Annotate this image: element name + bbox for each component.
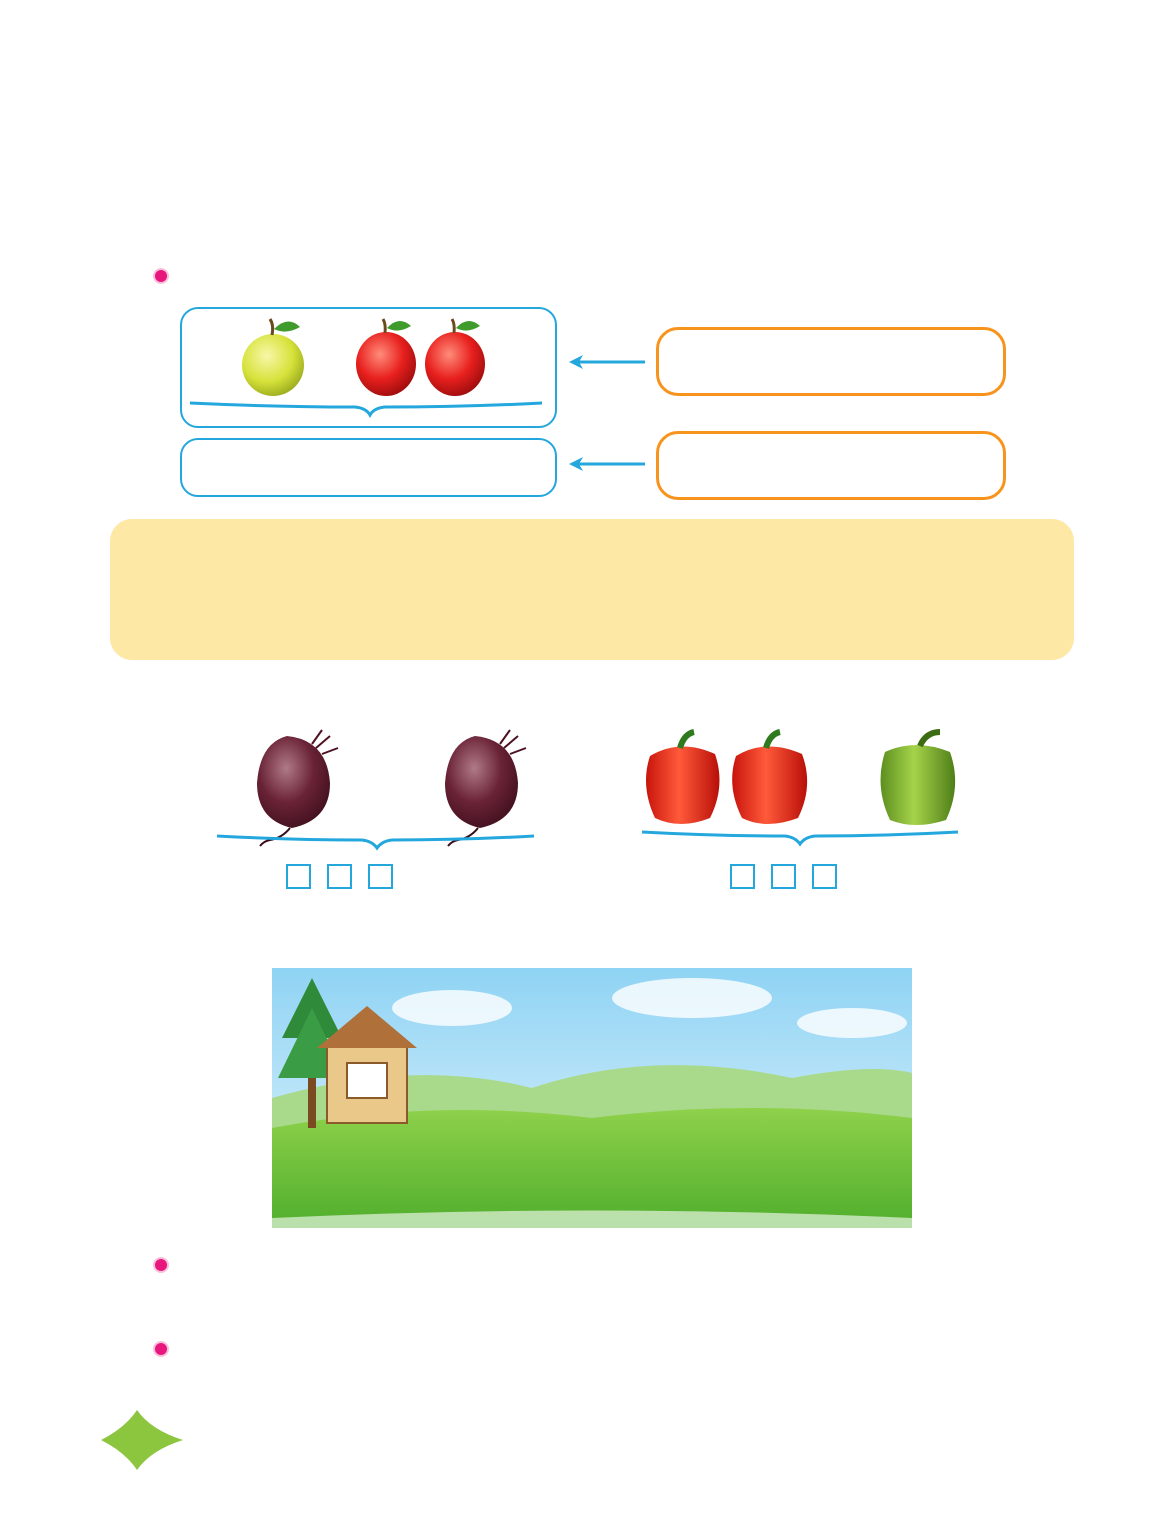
peppers-illustration bbox=[640, 726, 960, 851]
red-pepper-icon bbox=[732, 732, 807, 824]
decorative-stars-top bbox=[0, 78, 1162, 138]
beet-icon bbox=[257, 730, 338, 846]
bullet-icon bbox=[153, 268, 169, 284]
yellow-apple-icon bbox=[242, 319, 304, 396]
arrow-left-icon bbox=[567, 454, 647, 474]
red-apple-icon bbox=[356, 319, 416, 396]
bullet-icon bbox=[153, 1341, 169, 1357]
answer-box[interactable] bbox=[368, 864, 393, 889]
beets-illustration bbox=[212, 728, 542, 853]
beet-icon bbox=[445, 730, 526, 846]
answer-box[interactable] bbox=[730, 864, 755, 889]
answer-box[interactable] bbox=[327, 864, 352, 889]
red-pepper-icon bbox=[646, 732, 719, 824]
green-pepper-icon bbox=[881, 732, 956, 825]
peppers-equation bbox=[730, 864, 837, 889]
apples-illustration bbox=[180, 307, 555, 427]
arrow-left-icon bbox=[567, 352, 647, 372]
answer-box[interactable] bbox=[812, 864, 837, 889]
rule-line-1 bbox=[155, 527, 197, 565]
equation-frame bbox=[180, 438, 557, 497]
beets-equation bbox=[286, 864, 393, 889]
red-apple-icon bbox=[425, 319, 485, 396]
rule-box bbox=[110, 519, 1074, 660]
label-add-numbers bbox=[656, 431, 1006, 500]
label-combine-apples bbox=[656, 327, 1006, 396]
bullet-icon bbox=[153, 1257, 169, 1273]
answer-box[interactable] bbox=[771, 864, 796, 889]
page-number-badge bbox=[95, 1408, 190, 1473]
answer-box[interactable] bbox=[286, 864, 311, 889]
goat-kids-illustration bbox=[272, 968, 912, 1228]
decorative-stars-bottom bbox=[0, 1408, 100, 1468]
